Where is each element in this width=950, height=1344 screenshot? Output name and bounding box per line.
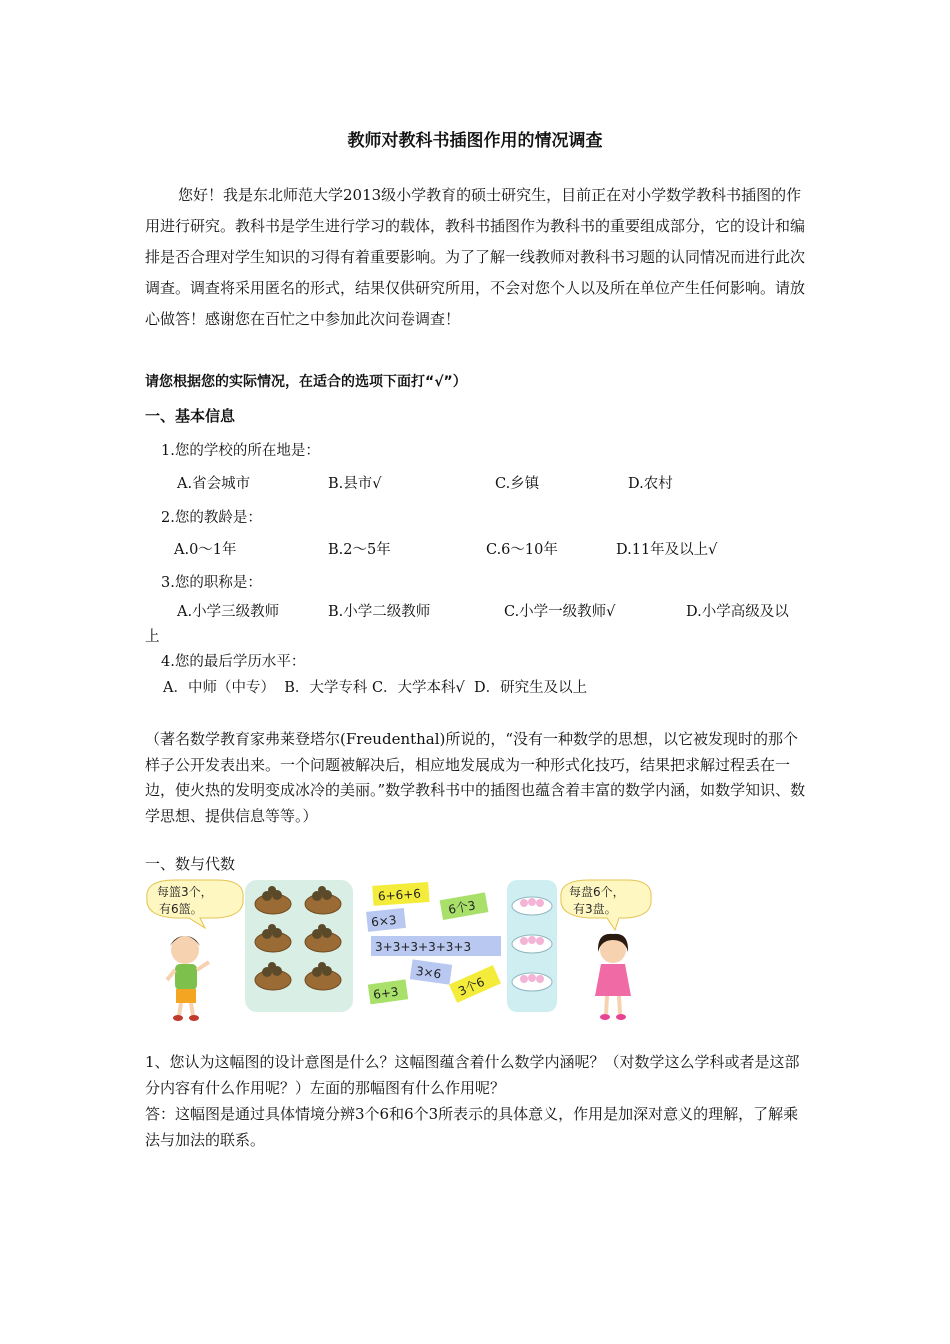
q4-label: 4.您的最后学历水平：: [161, 654, 306, 670]
left-speech-bubble: [147, 880, 243, 928]
instruction-text: 请您根据您的实际情况，在适合的选项下面打“√”）: [145, 374, 467, 390]
intro-paragraph: [145, 180, 810, 335]
q1-option-a[interactable]: A.省会城市: [177, 476, 251, 492]
q2-option-d[interactable]: D.11年及以上√: [616, 542, 718, 558]
card-3plus-x6: 3+3+3+3+3+3: [375, 940, 472, 954]
q1-label: 1.您的学校的所在地是：: [161, 443, 320, 459]
plates-panel: [507, 880, 557, 1012]
left-bubble-line1: 每篮3个，: [157, 885, 213, 899]
answer-1: 答：这幅图是通过具体情境分辨3个6和6个3所表示的具体意义，作用是加深对意义的理解，了解乘法与加法的联系。: [145, 1105, 799, 1149]
q3-option-c[interactable]: C.小学一级教师√: [504, 604, 616, 620]
q2-option-a[interactable]: A.0～1年: [174, 542, 237, 558]
multiplication-illustration: [145, 876, 653, 1024]
girl-figure: [595, 934, 631, 1020]
q3-option-d[interactable]: D.小学高级及以: [686, 604, 789, 620]
q1-option-d[interactable]: D.农村: [628, 476, 673, 492]
card-3ge6: 3个6: [456, 974, 487, 999]
right-bubble-line2: 有3盘。: [573, 902, 617, 916]
intro-text: 您好！我是东北师范大学2013级小学教育的硕士研究生，目前正在对小学数学教科书插图的作用进行研究。教科书是学生进行学习的载体，教科书插图作为教科书的重要组成部分，它的设计和编排是否合理对学生知识的习得有着重要影响。为了了解一线教师对教科书习题的认同情况而进行此次调查。调查将采用匿名的形式，结果仅供研究所用，不会对您个人以及所在单位产生任何影响。请放心做答！感谢您在百忙之中参加此次问卷调查！: [145, 186, 806, 328]
boy-figure: [167, 936, 209, 1021]
q1-option-c[interactable]: C.乡镇: [495, 476, 540, 492]
card-6plus3: 6+3: [372, 984, 400, 1002]
section-basic-info: 一、基本信息: [145, 407, 236, 425]
q2-option-c[interactable]: C.6～10年: [486, 542, 558, 558]
card-6x3: 6×3: [370, 912, 398, 930]
card-6plus6plus6: 6+6+6: [377, 886, 422, 904]
q3-option-a[interactable]: A.小学三级教师: [177, 604, 280, 620]
q3-option-d-wrap: 上: [145, 629, 160, 645]
q3-label: 3.您的职称是：: [161, 575, 262, 591]
q1-option-b[interactable]: B.县市√: [328, 476, 382, 492]
question-1: 1、您认为这幅图的设计意图是什么？这幅图蕴含着什么数学内涵呢？（对数学这么学科或者是这部分内容有什么作用呢？）左面的那幅图有什么作用呢？: [145, 1053, 800, 1097]
card-3x6: 3×6: [415, 963, 443, 982]
q2-label: 2.您的教龄是：: [161, 510, 262, 526]
q3-option-b[interactable]: B.小学二级教师: [328, 604, 431, 620]
section-number-algebra: 一、数与代数: [145, 855, 236, 873]
q2-option-b[interactable]: B.2～5年: [328, 542, 391, 558]
left-bubble-line2: 有6篮。: [159, 902, 203, 916]
right-speech-bubble: [561, 880, 651, 930]
card-6ge3: 6个3: [447, 898, 477, 917]
q4-options[interactable]: A．中师（中专） B．大学专科 C．大学本科√ D．研究生及以上: [163, 680, 588, 696]
quote-paragraph: （著名数学教育家弗莱登塔尔(Freudenthal)所说的，“没有一种数学的思想，以它被发现时的那个样子公开发表出来。一个问题被解决后，相应地发展成为一种形式化技巧，结果把求解过程丢在一边，使火热的发明变成冰冷的美丽。”数学教科书中的插图也蕴含着丰富的数学内涵，如数学知识、数学思想、提供信息等等。）: [145, 730, 806, 825]
expression-cards: [366, 882, 501, 1004]
right-bubble-line1: 每盘6个，: [569, 885, 625, 899]
document-title: 教师对教科书插图作用的情况调查: [347, 131, 603, 151]
baskets-panel: [245, 880, 353, 1012]
